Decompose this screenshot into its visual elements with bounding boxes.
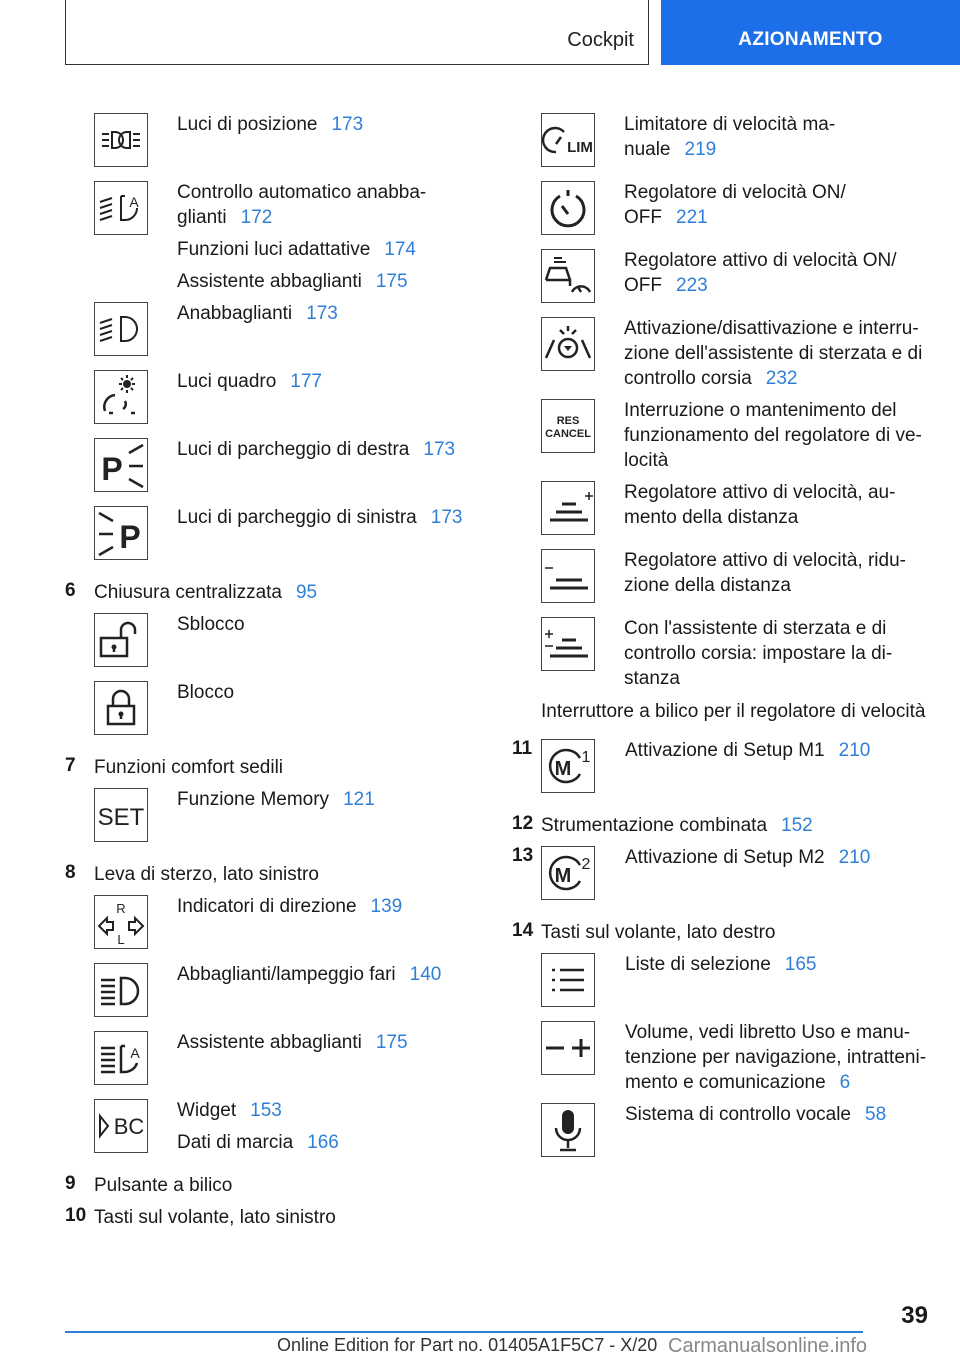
footer-divider (65, 1331, 863, 1333)
svg-text:P: P (119, 519, 141, 555)
page-link[interactable]: 221 (676, 207, 708, 228)
page-link[interactable]: 175 (375, 271, 408, 292)
entry-park-dx: Luci di parcheggio di destra 173 (177, 439, 456, 460)
entry-riduzione: Regolatore attivo di velocità, ridu- zione della distanza (624, 550, 906, 596)
page-link[interactable]: 210 (838, 740, 871, 761)
entry-anabbaglianti: Anabbaglianti 173 (177, 303, 338, 324)
header-section-box (65, 0, 649, 65)
svg-text:R: R (116, 901, 126, 916)
res-cancel-icon (541, 399, 595, 453)
lock-icon (94, 681, 148, 735)
entry-regolatore: Regolatore di velocità ON/ OFF 221 (624, 182, 846, 228)
distance-set-icon (541, 617, 595, 671)
entry-limitatore: Limitatore di velocità ma- nuale 219 (624, 114, 836, 160)
page-link[interactable]: 153 (250, 1100, 282, 1121)
entry-pulsante: Pulsante a bilico (94, 1175, 233, 1196)
entry-auto-anabb: Controllo automatico anabba- glianti 172 (177, 182, 427, 228)
page-link[interactable]: 58 (865, 1104, 887, 1125)
page-link[interactable]: 210 (838, 847, 871, 868)
item-number: 14 (512, 920, 534, 941)
entry-reg-attivo: Regolatore attivo di velocità ON/ OFF 223 (624, 250, 897, 296)
header-chapter-tab[interactable] (661, 0, 960, 65)
page-link[interactable]: 173 (423, 439, 456, 460)
entry-res-cancel: Interruzione o mantenimento del funzionamento del regolatore di ve- locità (624, 400, 922, 471)
page-link[interactable]: 177 (290, 371, 322, 392)
page-link[interactable]: 6 (839, 1072, 851, 1093)
auto-low-beam-icon (94, 181, 148, 235)
header-chapter: AZIONAMENTO (738, 29, 883, 50)
setup-m2-icon (541, 846, 595, 900)
svg-text:1: 1 (581, 749, 591, 766)
entry-park-sx: Luci di parcheggio di sinistra 173 (177, 507, 463, 528)
list-icon (541, 953, 595, 1007)
entry-funz-luci: Funzioni luci adattative 174 (177, 239, 416, 260)
footer-edition: Online Edition for Part no. 01405A1F5C7 - X/20 (277, 1335, 658, 1355)
entry-aumento: Regolatore attivo di velocità, au- mento della distanza (624, 482, 896, 528)
page-link[interactable]: 173 (331, 114, 364, 135)
page-link[interactable]: 165 (784, 954, 817, 975)
item-number: 9 (65, 1173, 76, 1194)
page-link[interactable]: 232 (765, 368, 798, 389)
setup-m1-icon (541, 739, 595, 793)
page-link[interactable]: 219 (684, 139, 717, 160)
entry-sblocco: Sblocco (177, 614, 245, 635)
entry-m2: Attivazione di Setup M2 210 (625, 847, 871, 868)
svg-text:BC: BC (113, 1114, 145, 1139)
page-link[interactable]: 174 (384, 239, 416, 260)
entry-indicatori: Indicatori di direzione 139 (177, 896, 403, 917)
svg-text:A: A (130, 1045, 140, 1061)
turn-signal-icon (94, 895, 148, 949)
bc-widget-icon (94, 1099, 148, 1153)
item-number: 12 (512, 813, 534, 834)
page-link[interactable]: 166 (307, 1132, 339, 1153)
entry-tasti-sx: Tasti sul volante, lato sinistro (94, 1207, 336, 1228)
page-link[interactable]: 175 (375, 1032, 408, 1053)
entry-blocco: Blocco (177, 682, 235, 703)
svg-text:L: L (117, 932, 125, 947)
item-number: 6 (65, 580, 76, 601)
speed-limiter-icon (541, 113, 595, 167)
entry-leva: Leva di sterzo, lato sinistro (94, 864, 319, 885)
low-beam-icon (94, 302, 148, 356)
parking-left-icon (94, 506, 148, 560)
svg-text:P: P (101, 451, 123, 487)
entry-m1: Attivazione di Setup M1 210 (625, 740, 871, 761)
entry-widget: Widget 153 (177, 1100, 282, 1121)
distance-decrease-icon (541, 549, 595, 603)
entry-assist-sterzo: Attivazione/disattivazione e interru- zione dell'assistente di sterzata e di controllo corsia 232 (624, 318, 923, 389)
page-link[interactable]: 140 (409, 964, 442, 985)
header-section: Cockpit (567, 29, 634, 51)
volume-icon (541, 1021, 595, 1075)
parking-lights-icon (94, 113, 148, 167)
entry-strum: Strumentazione combinata 152 (541, 815, 813, 836)
high-beam-assist-icon (94, 1031, 148, 1085)
distance-increase-icon (541, 481, 595, 535)
entry-comfort: Funzioni comfort sedili (94, 757, 284, 778)
entry-luci-quadro: Luci quadro 177 (177, 371, 322, 392)
page-number: 39 (901, 1302, 928, 1329)
entry-tasti-dx: Tasti sul volante, lato destro (541, 922, 776, 943)
page-link[interactable]: 139 (370, 896, 403, 917)
svg-text:A: A (129, 194, 139, 210)
entry-assist-abb2: Assistente abbaglianti 175 (177, 1032, 408, 1053)
entry-chiusura: Chiusura centralizzata 95 (94, 582, 318, 603)
page-link[interactable]: 223 (676, 275, 708, 296)
svg-text:M: M (554, 758, 572, 780)
item-number: 7 (65, 755, 76, 776)
active-cruise-icon (541, 249, 595, 303)
svg-text:CANCEL: CANCEL (545, 428, 591, 440)
watermark: Carmanualsonline.info (668, 1335, 868, 1357)
svg-text:RES: RES (556, 415, 580, 427)
parking-right-icon (94, 438, 148, 492)
entry-abbagl: Abbaglianti/lampeggio fari 140 (177, 964, 442, 985)
svg-text:LIM: LIM (567, 139, 593, 156)
svg-text:M: M (554, 865, 572, 887)
microphone-icon (541, 1103, 595, 1157)
entry-assist-abb1: Assistente abbaglianti 175 (177, 271, 408, 292)
unlock-icon (94, 613, 148, 667)
entry-impostare: Con l'assistente di sterzata e di controllo corsia: impostare la di- stanza (624, 618, 893, 689)
item-number: 11 (512, 738, 533, 759)
page-link[interactable]: 173 (306, 303, 338, 324)
page-link[interactable]: 95 (295, 582, 318, 603)
page-link[interactable]: 121 (343, 789, 375, 810)
entry-luci-posizione: Luci di posizione 173 (177, 114, 364, 135)
entry-vocale: Sistema di controllo vocale 58 (625, 1104, 887, 1125)
svg-text:2: 2 (581, 856, 591, 873)
entry-memory: Funzione Memory 121 (177, 789, 375, 810)
page-link[interactable]: 173 (430, 507, 463, 528)
svg-text:SET: SET (97, 804, 145, 831)
entry-dati: Dati di marcia 166 (177, 1132, 339, 1153)
item-number: 13 (512, 845, 534, 866)
page-link[interactable]: 152 (781, 815, 813, 836)
item-number: 8 (65, 862, 76, 883)
entry-liste: Liste di selezione 165 (625, 954, 817, 975)
item-number: 10 (65, 1205, 87, 1226)
page-link[interactable]: 172 (240, 207, 273, 228)
high-beam-icon (94, 963, 148, 1017)
cruise-control-icon (541, 181, 595, 235)
entry-volume: Volume, vedi libretto Uso e manu- tenzione per navigazione, intratteni- mento e comunicazione 6 (625, 1022, 927, 1093)
instrument-lighting-icon (94, 370, 148, 424)
entry-bilico: Interruttore a bilico per il regolatore di velocità (541, 701, 926, 722)
lane-assist-icon (541, 317, 595, 371)
set-memory-icon (94, 788, 148, 842)
